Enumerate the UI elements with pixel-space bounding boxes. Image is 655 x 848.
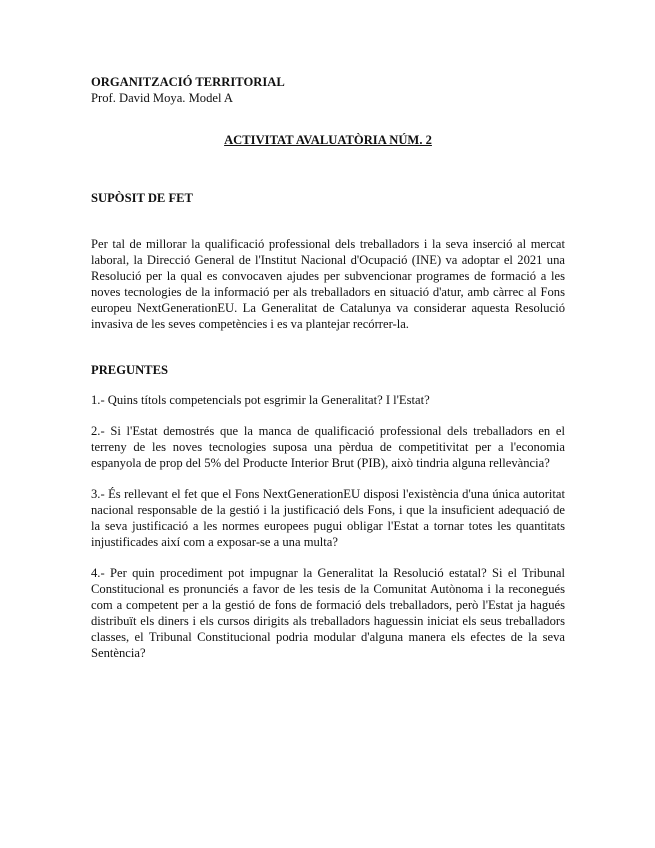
question-1: 1.- Quins títols competencials pot esgrimir la Generalitat? I l'Estat? xyxy=(91,393,430,407)
facts-paragraph: Per tal de millorar la qualificació professional dels treballadors i la seva inserció al mercat laboral, la Direcció General de l'Institut Nacional d'Ocupació (INE) va adoptar el 2021 una Resolució per la qual es convocaven ajudes per subvencionar programes de formació a les noves tecnologies de la informació per als treballadors en situació d'atur, amb càrrec al Fons europeu NextGenerationEU. La Generalitat de Catalunya va considerar aquesta Resolució invasiva de les seves competències i es va plantejar recórrer-la. xyxy=(91,237,565,331)
questions-heading: PREGUNTES xyxy=(91,363,168,377)
course-title: ORGANITZACIÓ TERRITORIAL xyxy=(91,75,285,89)
document-page xyxy=(91,74,565,661)
professor-line: Prof. David Moya. Model A xyxy=(91,91,234,105)
question-2: 2.- Si l'Estat demostrés que la manca de qualificació professional dels treballadors en el terreny de les noves tecnologies suposa una pèrdua de competitivitat per a l'economia espanyola de prop del 5% del Producte Interior Brut (PIB), això tindria alguna rellevància? xyxy=(91,424,565,470)
question-3: 3.- És rellevant el fet que el Fons NextGenerationEU disposi l'existència d'una única autoritat nacional responsable de la gestió i la justificació dels Fons, i que la insuficient adequació de la seva justificació a les normes europees pugui obligar l'Estat a tornar totes les quantitats injustificades així com a exposar-se a una multa? xyxy=(91,487,565,549)
facts-heading: SUPÒSIT DE FET xyxy=(91,191,193,205)
activity-title: ACTIVITAT AVALUATÒRIA NÚM. 2 xyxy=(224,133,432,147)
question-4: 4.- Per quin procediment pot impugnar la Generalitat la Resolució estatal? Si el Tribunal Constitucional es pronunciés a favor de les tesis de la Comunitat Autònoma i la reconegués com a competent per a la gestió de fons de formació dels treballadors, però l'Estat ja hagués distribuït els diners i els cursos dirigits als treballadors haguessin iniciat els seus treballadors classes, el Tribunal Constitucional podria modular d'alguna manera els efectes de la seva Sentència? xyxy=(91,566,565,660)
